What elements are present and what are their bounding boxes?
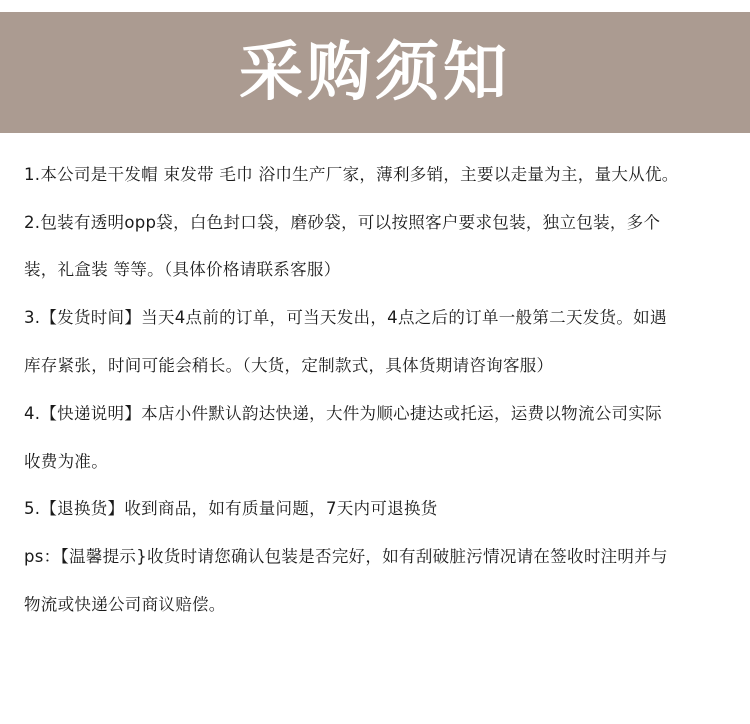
header-banner	[0, 12, 750, 133]
notice-line-10: 物流或快递公司商议赔偿。	[24, 595, 226, 614]
notice-line-6: 4.【快递说明】本店小件默认韵达快递，大件为顺心捷达或托运，运费以物流公司实际	[24, 404, 662, 423]
notice-line-2: 2.包装有透明opp袋，白色封口袋，磨砂袋，可以按照客户要求包装，独立包装，多个	[24, 213, 661, 232]
notice-line-8: 5.【退换货】收到商品，如有质量问题，7天内可退换货	[24, 499, 438, 518]
notice-line-5: 库存紧张，时间可能会稍长。（大货，定制款式，具体货期请咨询客服）	[24, 356, 554, 375]
notice-line-7: 收费为准。	[24, 452, 108, 471]
notice-line-1: 1.本公司是干发帽 束发带 毛巾 浴巾生产厂家，薄利多销，主要以走量为主，量大从优。	[24, 165, 679, 184]
notice-line-9: ps：【温馨提示}收货时请您确认包装是否完好，如有刮破脏污情况请在签收时注明并与	[24, 547, 668, 566]
page-title: 采购须知	[239, 35, 511, 110]
notice-line-4: 3.【发货时间】当天4点前的订单，可当天发出，4点之后的订单一般第二天发货。如遇	[24, 308, 667, 327]
notice-line-3: 装，礼盒装 等等。（具体价格请联系客服）	[24, 260, 341, 279]
